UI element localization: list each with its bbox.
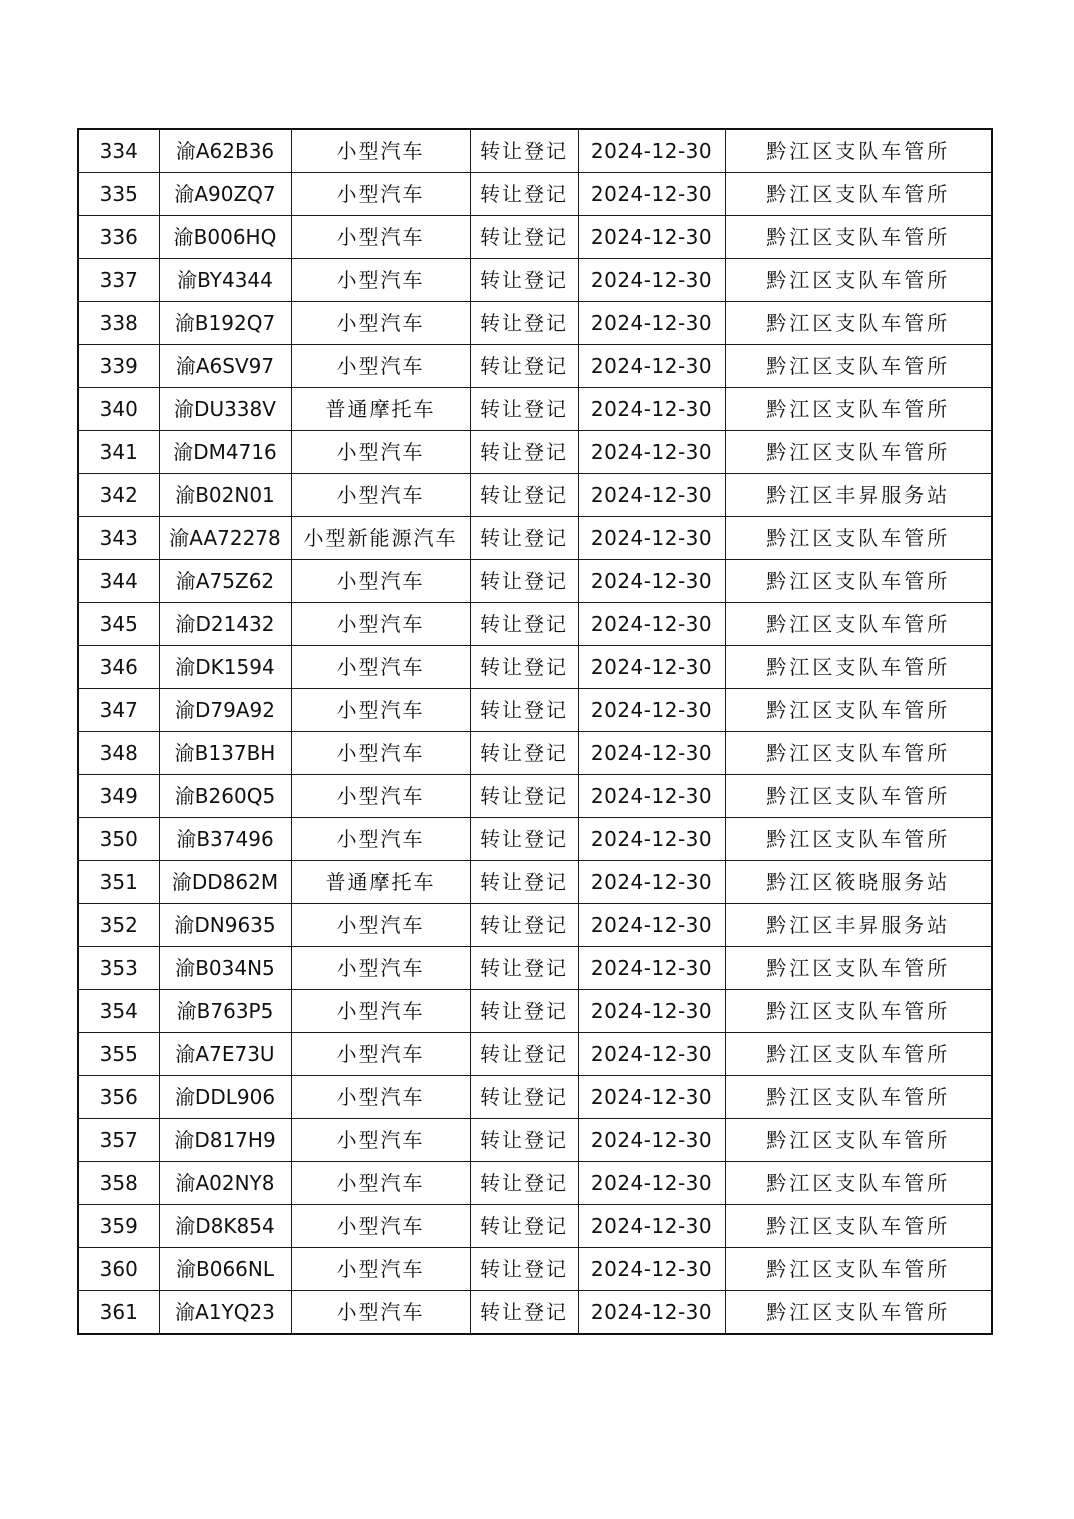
vehicle-type-cell: 小型汽车 bbox=[291, 302, 470, 345]
table-row bbox=[78, 302, 992, 345]
office-cell: 黔江区支队车管所 bbox=[725, 129, 992, 173]
business-type-cell: 转让登记 bbox=[470, 1033, 578, 1076]
business-type-cell: 转让登记 bbox=[470, 388, 578, 431]
office-cell: 黔江区筱晓服务站 bbox=[725, 861, 992, 904]
table-row bbox=[78, 431, 992, 474]
business-type-cell: 转让登记 bbox=[470, 129, 578, 173]
table-row bbox=[78, 1162, 992, 1205]
date-cell: 2024-12-30 bbox=[578, 129, 725, 173]
table-row bbox=[78, 474, 992, 517]
row-number-cell: 360 bbox=[78, 1248, 159, 1291]
plate-number-cell: 渝B260Q5 bbox=[159, 775, 291, 818]
plate-number-cell: 渝B02N01 bbox=[159, 474, 291, 517]
table-row bbox=[78, 216, 992, 259]
row-number-cell: 355 bbox=[78, 1033, 159, 1076]
date-cell: 2024-12-30 bbox=[578, 904, 725, 947]
row-number-cell: 359 bbox=[78, 1205, 159, 1248]
row-number-cell: 338 bbox=[78, 302, 159, 345]
plate-number-cell: 渝A7E73U bbox=[159, 1033, 291, 1076]
plate-number-cell: 渝B137BH bbox=[159, 732, 291, 775]
table-row bbox=[78, 603, 992, 646]
office-cell: 黔江区支队车管所 bbox=[725, 603, 992, 646]
business-type-cell: 转让登记 bbox=[470, 1119, 578, 1162]
table-row bbox=[78, 1119, 992, 1162]
date-cell: 2024-12-30 bbox=[578, 216, 725, 259]
date-cell: 2024-12-30 bbox=[578, 1033, 725, 1076]
office-cell: 黔江区支队车管所 bbox=[725, 1291, 992, 1335]
row-number-cell: 350 bbox=[78, 818, 159, 861]
business-type-cell: 转让登记 bbox=[470, 689, 578, 732]
vehicle-type-cell: 小型汽车 bbox=[291, 129, 470, 173]
office-cell: 黔江区丰昇服务站 bbox=[725, 904, 992, 947]
business-type-cell: 转让登记 bbox=[470, 818, 578, 861]
row-number-cell: 357 bbox=[78, 1119, 159, 1162]
business-type-cell: 转让登记 bbox=[470, 259, 578, 302]
date-cell: 2024-12-30 bbox=[578, 646, 725, 689]
office-cell: 黔江区支队车管所 bbox=[725, 1033, 992, 1076]
office-cell: 黔江区支队车管所 bbox=[725, 1119, 992, 1162]
row-number-cell: 344 bbox=[78, 560, 159, 603]
vehicle-type-cell: 小型汽车 bbox=[291, 431, 470, 474]
office-cell: 黔江区支队车管所 bbox=[725, 431, 992, 474]
date-cell: 2024-12-30 bbox=[578, 388, 725, 431]
table-row bbox=[78, 1291, 992, 1335]
row-number-cell: 335 bbox=[78, 173, 159, 216]
row-number-cell: 351 bbox=[78, 861, 159, 904]
row-number-cell: 340 bbox=[78, 388, 159, 431]
table-row bbox=[78, 732, 992, 775]
office-cell: 黔江区支队车管所 bbox=[725, 388, 992, 431]
vehicle-type-cell: 小型汽车 bbox=[291, 1291, 470, 1335]
vehicle-type-cell: 小型汽车 bbox=[291, 646, 470, 689]
business-type-cell: 转让登记 bbox=[470, 861, 578, 904]
plate-number-cell: 渝D21432 bbox=[159, 603, 291, 646]
date-cell: 2024-12-30 bbox=[578, 1162, 725, 1205]
office-cell: 黔江区支队车管所 bbox=[725, 1248, 992, 1291]
table-row bbox=[78, 990, 992, 1033]
row-number-cell: 358 bbox=[78, 1162, 159, 1205]
date-cell: 2024-12-30 bbox=[578, 990, 725, 1033]
date-cell: 2024-12-30 bbox=[578, 560, 725, 603]
plate-number-cell: 渝B006HQ bbox=[159, 216, 291, 259]
vehicle-type-cell: 小型汽车 bbox=[291, 216, 470, 259]
office-cell: 黔江区支队车管所 bbox=[725, 646, 992, 689]
plate-number-cell: 渝DK1594 bbox=[159, 646, 291, 689]
plate-number-cell: 渝B192Q7 bbox=[159, 302, 291, 345]
plate-number-cell: 渝DU338V bbox=[159, 388, 291, 431]
table-body bbox=[78, 129, 992, 1334]
office-cell: 黔江区支队车管所 bbox=[725, 259, 992, 302]
business-type-cell: 转让登记 bbox=[470, 560, 578, 603]
vehicle-type-cell: 小型汽车 bbox=[291, 345, 470, 388]
row-number-cell: 349 bbox=[78, 775, 159, 818]
business-type-cell: 转让登记 bbox=[470, 302, 578, 345]
business-type-cell: 转让登记 bbox=[470, 1205, 578, 1248]
date-cell: 2024-12-30 bbox=[578, 1248, 725, 1291]
row-number-cell: 348 bbox=[78, 732, 159, 775]
business-type-cell: 转让登记 bbox=[470, 1248, 578, 1291]
plate-number-cell: 渝DDL906 bbox=[159, 1076, 291, 1119]
date-cell: 2024-12-30 bbox=[578, 431, 725, 474]
business-type-cell: 转让登记 bbox=[470, 517, 578, 560]
date-cell: 2024-12-30 bbox=[578, 474, 725, 517]
row-number-cell: 352 bbox=[78, 904, 159, 947]
table-row bbox=[78, 259, 992, 302]
date-cell: 2024-12-30 bbox=[578, 861, 725, 904]
row-number-cell: 346 bbox=[78, 646, 159, 689]
business-type-cell: 转让登记 bbox=[470, 216, 578, 259]
business-type-cell: 转让登记 bbox=[470, 603, 578, 646]
plate-number-cell: 渝D79A92 bbox=[159, 689, 291, 732]
table-row bbox=[78, 1248, 992, 1291]
business-type-cell: 转让登记 bbox=[470, 474, 578, 517]
date-cell: 2024-12-30 bbox=[578, 517, 725, 560]
date-cell: 2024-12-30 bbox=[578, 818, 725, 861]
table-row bbox=[78, 129, 992, 173]
plate-number-cell: 渝B066NL bbox=[159, 1248, 291, 1291]
plate-number-cell: 渝A75Z62 bbox=[159, 560, 291, 603]
table-row bbox=[78, 560, 992, 603]
plate-number-cell: 渝A02NY8 bbox=[159, 1162, 291, 1205]
business-type-cell: 转让登记 bbox=[470, 904, 578, 947]
vehicle-type-cell: 小型汽车 bbox=[291, 818, 470, 861]
row-number-cell: 339 bbox=[78, 345, 159, 388]
row-number-cell: 336 bbox=[78, 216, 159, 259]
table-row bbox=[78, 388, 992, 431]
business-type-cell: 转让登记 bbox=[470, 732, 578, 775]
plate-number-cell: 渝AA72278 bbox=[159, 517, 291, 560]
vehicle-type-cell: 小型汽车 bbox=[291, 689, 470, 732]
plate-number-cell: 渝B37496 bbox=[159, 818, 291, 861]
business-type-cell: 转让登记 bbox=[470, 646, 578, 689]
office-cell: 黔江区支队车管所 bbox=[725, 302, 992, 345]
date-cell: 2024-12-30 bbox=[578, 1076, 725, 1119]
vehicle-type-cell: 小型汽车 bbox=[291, 1248, 470, 1291]
table-row bbox=[78, 1076, 992, 1119]
row-number-cell: 345 bbox=[78, 603, 159, 646]
table-row bbox=[78, 345, 992, 388]
office-cell: 黔江区支队车管所 bbox=[725, 947, 992, 990]
plate-number-cell: 渝A90ZQ7 bbox=[159, 173, 291, 216]
table-row bbox=[78, 775, 992, 818]
office-cell: 黔江区支队车管所 bbox=[725, 1076, 992, 1119]
row-number-cell: 361 bbox=[78, 1291, 159, 1335]
business-type-cell: 转让登记 bbox=[470, 1291, 578, 1335]
table-row bbox=[78, 689, 992, 732]
business-type-cell: 转让登记 bbox=[470, 990, 578, 1033]
office-cell: 黔江区支队车管所 bbox=[725, 517, 992, 560]
table-row bbox=[78, 1205, 992, 1248]
office-cell: 黔江区支队车管所 bbox=[725, 345, 992, 388]
row-number-cell: 353 bbox=[78, 947, 159, 990]
date-cell: 2024-12-30 bbox=[578, 1291, 725, 1335]
row-number-cell: 334 bbox=[78, 129, 159, 173]
plate-number-cell: 渝DD862M bbox=[159, 861, 291, 904]
office-cell: 黔江区支队车管所 bbox=[725, 689, 992, 732]
date-cell: 2024-12-30 bbox=[578, 302, 725, 345]
vehicle-type-cell: 小型汽车 bbox=[291, 560, 470, 603]
vehicle-type-cell: 小型汽车 bbox=[291, 1205, 470, 1248]
date-cell: 2024-12-30 bbox=[578, 259, 725, 302]
vehicle-registration-table bbox=[77, 128, 993, 1335]
vehicle-type-cell: 小型汽车 bbox=[291, 947, 470, 990]
vehicle-type-cell: 小型汽车 bbox=[291, 732, 470, 775]
vehicle-type-cell: 小型汽车 bbox=[291, 603, 470, 646]
date-cell: 2024-12-30 bbox=[578, 1205, 725, 1248]
row-number-cell: 342 bbox=[78, 474, 159, 517]
row-number-cell: 337 bbox=[78, 259, 159, 302]
plate-number-cell: 渝DN9635 bbox=[159, 904, 291, 947]
table-row bbox=[78, 173, 992, 216]
plate-number-cell: 渝B763P5 bbox=[159, 990, 291, 1033]
plate-number-cell: 渝A6SV97 bbox=[159, 345, 291, 388]
vehicle-type-cell: 小型汽车 bbox=[291, 1162, 470, 1205]
date-cell: 2024-12-30 bbox=[578, 345, 725, 388]
row-number-cell: 347 bbox=[78, 689, 159, 732]
table-row bbox=[78, 947, 992, 990]
table-row bbox=[78, 1033, 992, 1076]
vehicle-type-cell: 普通摩托车 bbox=[291, 861, 470, 904]
table-row bbox=[78, 904, 992, 947]
date-cell: 2024-12-30 bbox=[578, 603, 725, 646]
office-cell: 黔江区支队车管所 bbox=[725, 216, 992, 259]
business-type-cell: 转让登记 bbox=[470, 1076, 578, 1119]
vehicle-type-cell: 小型汽车 bbox=[291, 173, 470, 216]
vehicle-type-cell: 小型汽车 bbox=[291, 775, 470, 818]
vehicle-type-cell: 小型汽车 bbox=[291, 990, 470, 1033]
plate-number-cell: 渝B034N5 bbox=[159, 947, 291, 990]
row-number-cell: 343 bbox=[78, 517, 159, 560]
date-cell: 2024-12-30 bbox=[578, 1119, 725, 1162]
business-type-cell: 转让登记 bbox=[470, 947, 578, 990]
plate-number-cell: 渝A62B36 bbox=[159, 129, 291, 173]
office-cell: 黔江区支队车管所 bbox=[725, 560, 992, 603]
business-type-cell: 转让登记 bbox=[470, 173, 578, 216]
business-type-cell: 转让登记 bbox=[470, 345, 578, 388]
business-type-cell: 转让登记 bbox=[470, 431, 578, 474]
plate-number-cell: 渝D817H9 bbox=[159, 1119, 291, 1162]
date-cell: 2024-12-30 bbox=[578, 947, 725, 990]
office-cell: 黔江区丰昇服务站 bbox=[725, 474, 992, 517]
plate-number-cell: 渝BY4344 bbox=[159, 259, 291, 302]
business-type-cell: 转让登记 bbox=[470, 775, 578, 818]
date-cell: 2024-12-30 bbox=[578, 689, 725, 732]
office-cell: 黔江区支队车管所 bbox=[725, 173, 992, 216]
office-cell: 黔江区支队车管所 bbox=[725, 775, 992, 818]
vehicle-type-cell: 小型汽车 bbox=[291, 474, 470, 517]
plate-number-cell: 渝D8K854 bbox=[159, 1205, 291, 1248]
table-row bbox=[78, 861, 992, 904]
row-number-cell: 341 bbox=[78, 431, 159, 474]
plate-number-cell: 渝DM4716 bbox=[159, 431, 291, 474]
table-row bbox=[78, 646, 992, 689]
table-row bbox=[78, 818, 992, 861]
office-cell: 黔江区支队车管所 bbox=[725, 732, 992, 775]
date-cell: 2024-12-30 bbox=[578, 732, 725, 775]
vehicle-type-cell: 小型汽车 bbox=[291, 1119, 470, 1162]
vehicle-type-cell: 小型汽车 bbox=[291, 1033, 470, 1076]
row-number-cell: 354 bbox=[78, 990, 159, 1033]
vehicle-type-cell: 普通摩托车 bbox=[291, 388, 470, 431]
table-row bbox=[78, 517, 992, 560]
vehicle-type-cell: 小型汽车 bbox=[291, 904, 470, 947]
office-cell: 黔江区支队车管所 bbox=[725, 818, 992, 861]
business-type-cell: 转让登记 bbox=[470, 1162, 578, 1205]
date-cell: 2024-12-30 bbox=[578, 173, 725, 216]
vehicle-type-cell: 小型汽车 bbox=[291, 1076, 470, 1119]
office-cell: 黔江区支队车管所 bbox=[725, 1162, 992, 1205]
vehicle-type-cell: 小型汽车 bbox=[291, 259, 470, 302]
office-cell: 黔江区支队车管所 bbox=[725, 990, 992, 1033]
plate-number-cell: 渝A1YQ23 bbox=[159, 1291, 291, 1335]
vehicle-type-cell: 小型新能源汽车 bbox=[291, 517, 470, 560]
row-number-cell: 356 bbox=[78, 1076, 159, 1119]
office-cell: 黔江区支队车管所 bbox=[725, 1205, 992, 1248]
date-cell: 2024-12-30 bbox=[578, 775, 725, 818]
